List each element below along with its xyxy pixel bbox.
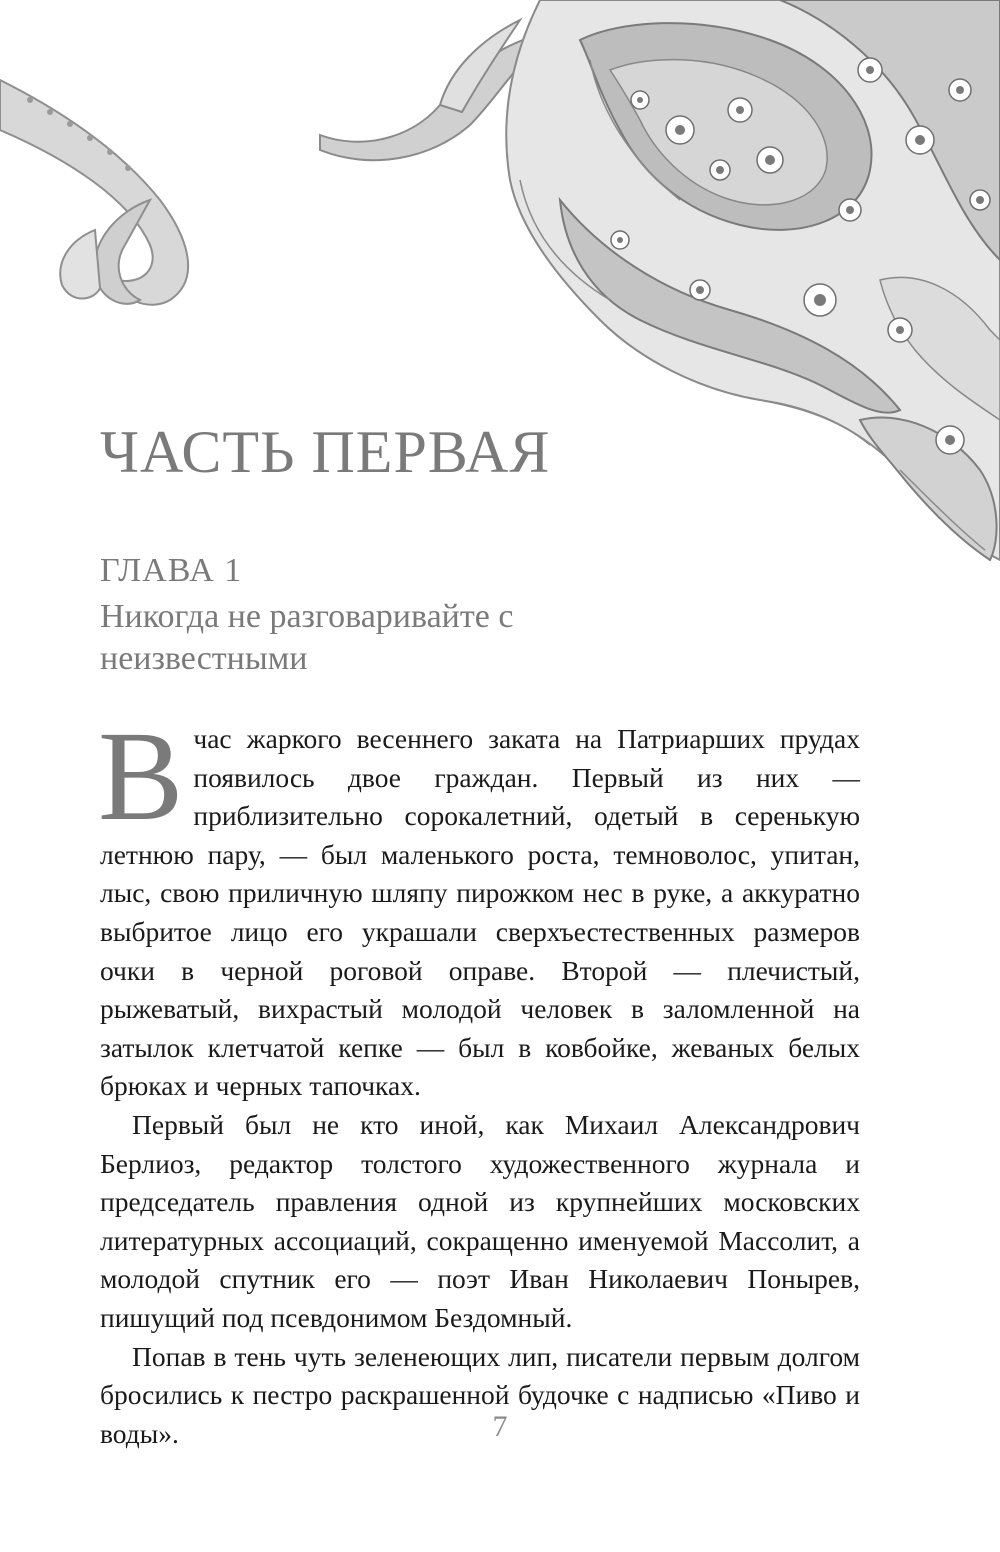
paisley-ornament: [0, 0, 1000, 600]
part-title: ЧАСТЬ ПЕРВАЯ: [100, 419, 551, 485]
drop-cap: В: [98, 705, 184, 847]
left-swirl: [0, 80, 188, 305]
chapter-label: ГЛАВА 1: [100, 552, 243, 589]
page-number: 7: [492, 1410, 508, 1443]
paragraph-2: Первый был не кто иной, как Михаил Александрович Берлиоз, редактор толстого художественного журнала и председатель правления одной из крупнейших московских литературных ассоциаций, сокращенно именуемой Массолит, а молодой спутник его — поэт Иван Николаевич Понырев, пишущий под псевдонимом Бездомный.: [100, 1108, 860, 1333]
paragraph-1: [98, 705, 860, 1106]
chapter-title: Никогда не разговаривайте с неизвестными: [100, 598, 514, 677]
paragraph-1-text: час жаркого весеннего заката на Патриарших прудах появилось двое граждан. Первый из них — приблизительно сорокалетний, одетый в серенькую летнюю пару, — был маленького роста, темноволос, упитан, лыс, свою приличную шляпу пирожком нес в руке, а аккуратно выбритое лицо его украшали сверхъестественных размеров очки в черной роговой оправе. Второй — плечистый, рыжеватый, вихрастый молодой человек в заломленной на затылок клетчатой кепке — был в ковбойке, жеваных белых брюках и черных тапочках.: [100, 723, 860, 1102]
paragraph-3: Попав в тень чуть зеленеющих лип, писатели первым долгом бросились к пестро раскрашенной будочке с надписью «Пиво и воды».: [100, 1340, 860, 1449]
body-text: [98, 705, 860, 1453]
